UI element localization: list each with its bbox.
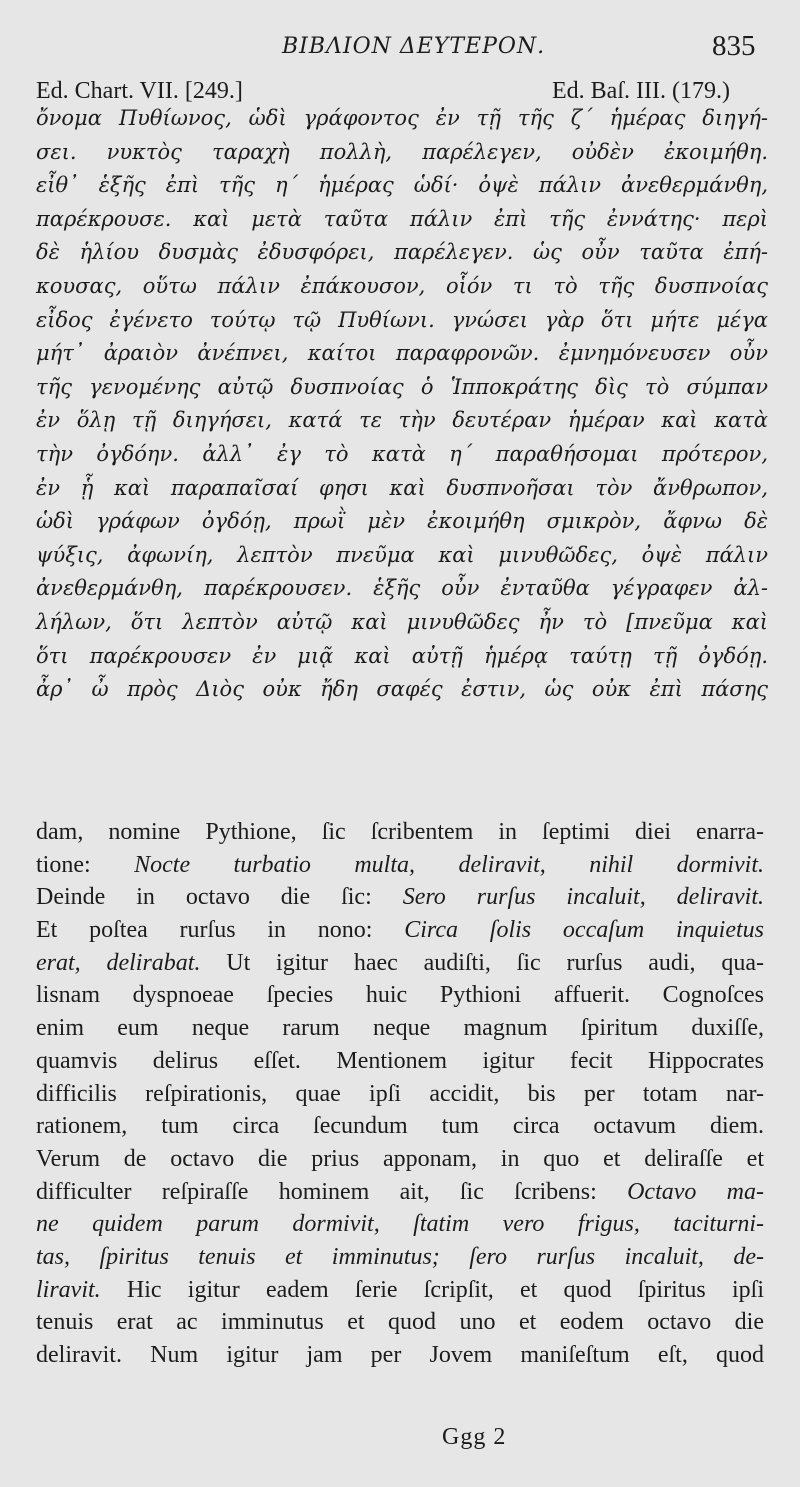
latin-italic-quote: Sero rurſus incaluit, deliravit. xyxy=(402,884,764,911)
latin-segment: Deinde in octavo die ſic: xyxy=(36,884,403,911)
greek-line: ἀνεθερμάνθη, παρέκρουσεν. ἑξῆς οὖν ἐνταῦθα γέγραφεν ἀλ- xyxy=(36,576,768,601)
latin-line xyxy=(36,1274,764,1307)
latin-segment: deliravit. Num igitur jam per Jovem maniſeſtum eſt, quod xyxy=(36,1342,764,1368)
latin-segment: Hic igitur eadem ſerie ſcripſit, et quod ſpiritus ipſi xyxy=(100,1276,764,1303)
greek-line: δὲ ἡλίου δυσμὰς ἐδυσφόρει, παρέλεγεν. ὡς οὖν ταῦτα ἐπή- xyxy=(36,240,768,265)
greek-line: παρέκρουσε. καὶ μετὰ ταῦτα πάλιν ἐπὶ τῆς ἐννάτης· περὶ xyxy=(36,206,768,231)
latin-segment: enim eum neque rarum neque magnum ſpiritum duxiſſe, xyxy=(36,1015,764,1042)
edition-ref-basel: Ed. Baſ. III. (179.) xyxy=(552,78,730,104)
latin-segment: dam, nomine Pythione, ſic ſcribentem in ſeptimi diei enarra- xyxy=(36,819,764,845)
latin-segment: difficilis reſpirationis, quae ipſi accidit, bis per totam nar- xyxy=(36,1080,764,1107)
greek-line: εἶδος ἐγένετο τούτῳ τῷ Πυθίωνι. γνώσει γὰρ ὅτι μήτε μέγα xyxy=(36,307,768,332)
greek-line: ὅτι παρέκρουσεν ἐν μιᾷ καὶ αὐτῇ ἡμέρᾳ ταύτῃ τῇ ὀγδόῃ. xyxy=(36,643,768,668)
latin-italic-quote: ne quidem parum dormivit, ſtatim vero frigus, taciturni- xyxy=(36,1211,764,1238)
printer-signature: Ggg 2 xyxy=(442,1424,507,1450)
running-title: ΒΙΒΛΙΟΝ ΔΕΥΤΕΡΟΝ. xyxy=(282,34,546,59)
greek-line: ὡδὶ γράφων ὀγδόῃ, πρωῒ μὲν ἐκοιμήθη σμικρὸν, ἄφνω δὲ xyxy=(36,509,768,534)
greek-line: τῆς γενομένης αὐτῷ δυσπνοίας ὁ Ἱπποκράτης δὶς τὸ σύμπαν xyxy=(36,374,768,399)
latin-line xyxy=(36,947,764,980)
latin-segment: lisnam dyspnoeae ſpecies huic Pythioni affuerit. Cognoſces xyxy=(36,982,764,1009)
greek-line: μήτ᾿ ἀραιὸν ἀνέπνει, καίτοι παραφρονῶν. ἐμνημόνευσεν οὖν xyxy=(36,341,768,366)
latin-segment: tenuis erat ac imminutus et quod uno et eodem octavo die xyxy=(36,1309,764,1336)
latin-line xyxy=(36,849,764,882)
latin-italic-quote: tas, ſpiritus tenuis et imminutus; ſero rurſus incaluit, de- xyxy=(36,1243,764,1270)
latin-italic-quote: liravit. xyxy=(36,1276,101,1303)
greek-line: κουσας, οὕτω πάλιν ἐπάκουσον, οἷόν τι τὸ τῆς δυσπνοίας xyxy=(36,273,768,298)
latin-italic-quote: erat, delirabat. xyxy=(36,949,201,976)
greek-line: σει. νυκτὸς ταραχὴ πολλὴ, παρέλεγεν, οὐδὲν ἐκοιμήθη. xyxy=(36,139,768,164)
latin-segment: Ut igitur haec audiſti, ſic rurſus audi, qua- xyxy=(200,949,764,976)
greek-line: λήλων, ὅτι λεπτὸν αὐτῷ καὶ μινυθῶδες ἦν τὸ [πνεῦμα καὶ xyxy=(36,609,768,634)
latin-line xyxy=(36,881,764,914)
latin-segment: difficulter reſpiraſſe hominem ait, ſic ſcribens: xyxy=(36,1178,628,1205)
greek-line: τὴν ὀγδόην. ἀλλ᾿ ἐγ τὸ κατὰ η´ παραθήσομαι πρότερον, xyxy=(36,441,768,466)
greek-line: εἶθ᾿ ἑξῆς ἐπὶ τῆς η´ ἡμέρας ὡδί· ὀψὲ πάλιν ἀνεθερμάνθη, xyxy=(36,173,768,198)
greek-line: ἆρ᾿ ὦ πρὸς Διὸς οὐκ ἤδη σαφές ἐστιν, ὡς οὐκ ἐπὶ πάσης xyxy=(36,677,768,702)
latin-line xyxy=(36,1078,764,1111)
latin-line xyxy=(36,816,764,849)
latin-line xyxy=(36,1110,764,1143)
greek-line: ἐν ὅλῃ τῇ διηγήσει, κατά τε τὴν δευτέραν ἡμέραν καὶ κατὰ xyxy=(36,408,768,433)
latin-italic-quote: Octavo ma- xyxy=(627,1178,765,1205)
edition-ref-chartier: Ed. Chart. VII. [249.] xyxy=(36,78,243,104)
latin-segment: Et poſtea rurſus in nono: xyxy=(36,917,405,944)
greek-line: ψύξις, ἀφωνίη, λεπτὸν πνεῦμα καὶ μινυθῶδες, ὀψὲ πάλιν xyxy=(36,542,768,567)
greek-text-block xyxy=(36,102,768,707)
latin-line xyxy=(36,1339,764,1372)
latin-line xyxy=(36,1241,764,1274)
latin-line xyxy=(36,1306,764,1339)
latin-segment: Verum de octavo die prius apponam, in quo et deliraſſe et xyxy=(36,1145,764,1172)
latin-line xyxy=(36,914,764,947)
latin-line xyxy=(36,1143,764,1176)
greek-line: ἐν ᾗ καὶ παραπαῖσαί φησι καὶ δυσπνοῆσαι τὸν ἄνθρωπον, xyxy=(36,475,768,500)
page-number: 835 xyxy=(712,30,756,62)
latin-segment: rationem, tum circa ſecundum tum circa octavum diem. xyxy=(36,1113,764,1140)
latin-line xyxy=(36,1045,764,1078)
latin-line xyxy=(36,1176,764,1209)
latin-text-block xyxy=(36,816,764,1372)
greek-line: ὄνομα Πυθίωνος, ὡδὶ γράφοντος ἐν τῇ τῆς ζ´ ἡμέρας διηγή- xyxy=(36,106,768,130)
latin-segment: tione: xyxy=(36,851,135,878)
latin-segment: quamvis delirus eſſet. Mentionem igitur fecit Hippocrates xyxy=(36,1047,764,1074)
latin-italic-quote: Circa ſolis occaſum inquietus xyxy=(404,917,765,944)
latin-italic-quote: Nocte turbatio multa, deliravit, nihil dormivit. xyxy=(134,851,765,878)
latin-line xyxy=(36,1012,764,1045)
latin-line xyxy=(36,979,764,1012)
latin-line xyxy=(36,1208,764,1241)
